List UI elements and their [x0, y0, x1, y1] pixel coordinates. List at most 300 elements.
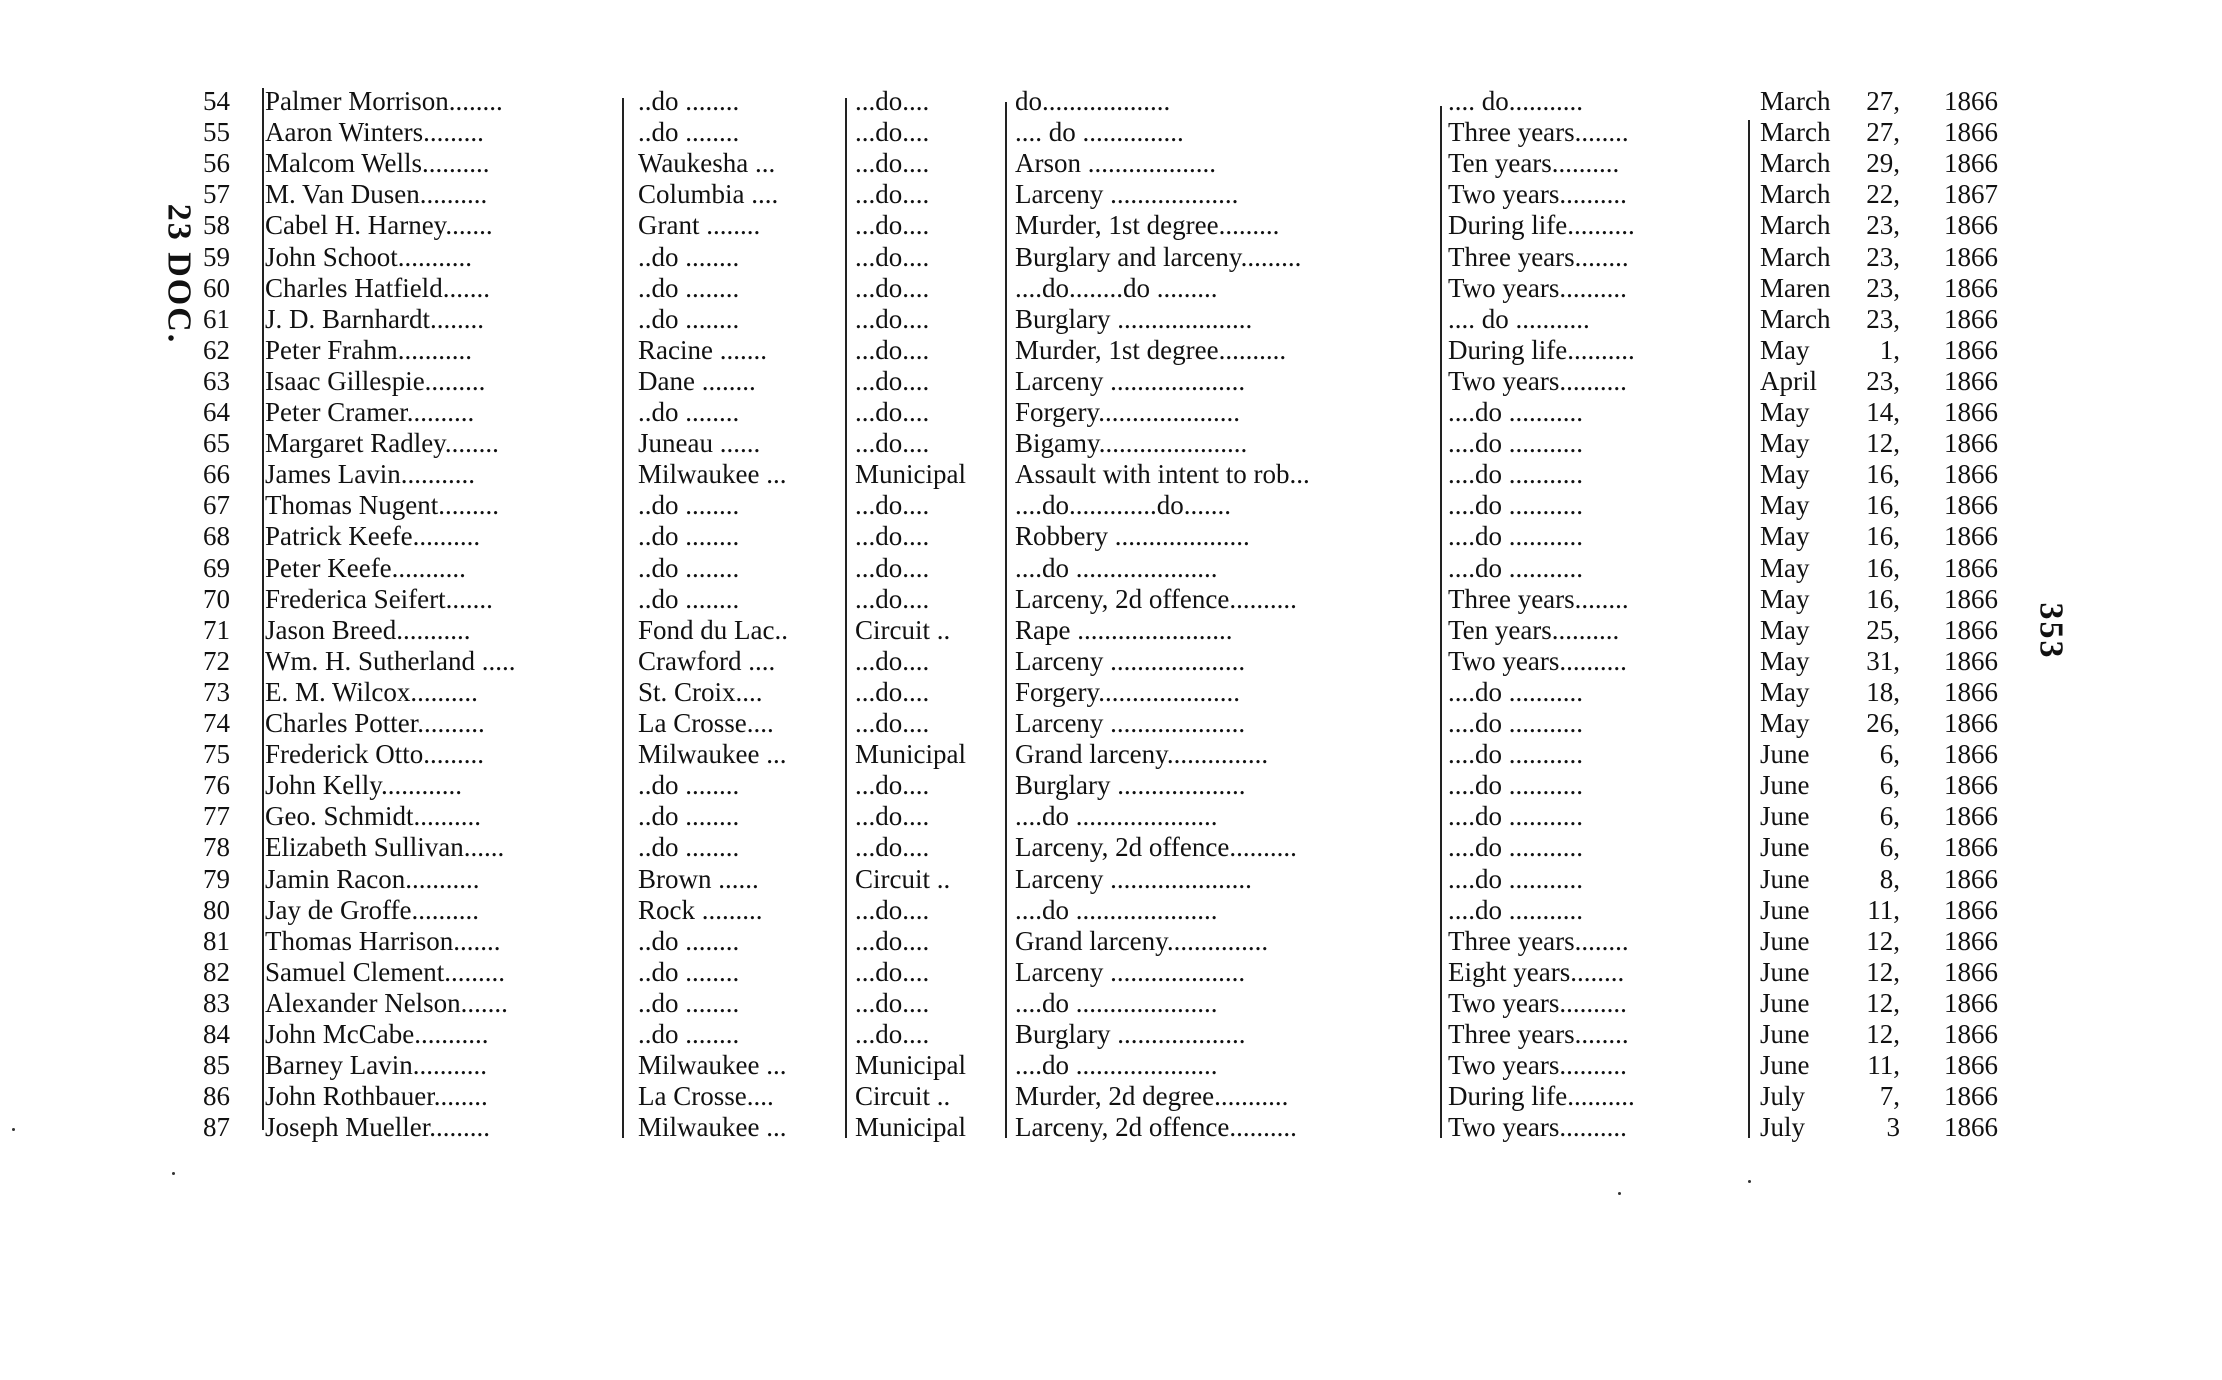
table-row: [0, 615, 2222, 645]
table-row: [0, 646, 2222, 676]
row-number: 60: [203, 272, 230, 303]
sentence: Two years..........: [1448, 645, 1627, 676]
sentence: During life..........: [1448, 1081, 1635, 1112]
prisoner-name: John Schoot...........: [265, 241, 473, 272]
court: ...do....: [855, 179, 930, 210]
prisoner-name: E. M. Wilcox..........: [265, 676, 478, 707]
table-row: [0, 117, 2222, 147]
offence: Larceny ....................: [1015, 365, 1246, 396]
sentence: .... do ...........: [1448, 303, 1590, 334]
column-rule: [845, 98, 847, 1138]
row-number: 82: [203, 956, 230, 987]
county: ..do ........: [638, 583, 740, 614]
date-year: 1866: [1944, 490, 1998, 521]
date-year: 1866: [1944, 1112, 1998, 1143]
court: ...do....: [855, 334, 930, 365]
sentence: Three years........: [1448, 583, 1629, 614]
row-number: 76: [203, 770, 230, 801]
table-row: [0, 86, 2222, 116]
offence: Forgery.....................: [1015, 397, 1240, 427]
date-year: 1866: [1944, 894, 1998, 925]
date-month: June: [1760, 832, 1810, 863]
date-month: June: [1760, 987, 1810, 1018]
date-month: May: [1760, 521, 1810, 552]
offence: Arson ...................: [1015, 148, 1216, 179]
offence: Larceny .....................: [1015, 863, 1252, 894]
county: St. Croix....: [638, 676, 763, 707]
date-year: 1867: [1944, 179, 1998, 210]
prisoner-name: M. Van Dusen..........: [265, 179, 488, 210]
column-rule: [262, 88, 264, 1130]
table-row: [0, 801, 2222, 831]
date-month: June: [1760, 863, 1810, 894]
offence: ....do .....................: [1015, 552, 1218, 583]
county: ..do ........: [638, 241, 740, 272]
date-day: 12,: [1866, 428, 1900, 459]
row-number: 80: [203, 894, 230, 925]
county: Racine .......: [638, 334, 767, 365]
prisoner-name: J. D. Barnhardt........: [265, 303, 484, 334]
county: Milwaukee ...: [638, 739, 787, 770]
offence: Rape .......................: [1015, 614, 1233, 645]
county: ..do ........: [638, 521, 740, 552]
table-row: [0, 366, 2222, 396]
prisoner-name: Patrick Keefe..........: [265, 521, 481, 552]
prisoner-name: Alexander Nelson.......: [265, 987, 508, 1018]
offence: Murder, 1st degree.........: [1015, 210, 1280, 241]
offence: Forgery.....................: [1015, 676, 1240, 707]
date-month: June: [1760, 894, 1810, 925]
date-month: June: [1760, 1019, 1810, 1049]
date-month: June: [1760, 925, 1810, 956]
prisoner-name: Samuel Clement.........: [265, 956, 505, 987]
row-number: 55: [203, 117, 230, 148]
row-number: 66: [203, 459, 230, 490]
date-month: May: [1760, 428, 1810, 459]
row-number: 85: [203, 1050, 230, 1081]
date-day: 16,: [1866, 459, 1900, 490]
date-month: June: [1760, 801, 1810, 832]
date-year: 1866: [1944, 117, 1998, 148]
date-year: 1866: [1944, 272, 1998, 303]
table-row: [0, 428, 2222, 458]
table-row: [0, 242, 2222, 272]
date-day: 23,: [1866, 272, 1900, 303]
county: ..do ........: [638, 987, 740, 1018]
date-month: May: [1760, 676, 1810, 707]
date-year: 1866: [1944, 552, 1998, 583]
date-day: 6,: [1879, 739, 1900, 770]
date-day: 22,: [1866, 179, 1900, 210]
row-number: 81: [203, 925, 230, 956]
offence: Larceny ....................: [1015, 956, 1246, 987]
row-number: 62: [203, 334, 230, 365]
county: ..do ........: [638, 490, 740, 521]
court: Municipal: [855, 1050, 966, 1081]
county: ..do ........: [638, 801, 740, 832]
date-day: 29,: [1866, 148, 1900, 179]
table-row: [0, 926, 2222, 956]
column-rule: [622, 98, 624, 1138]
date-day: 6,: [1879, 801, 1900, 832]
prisoner-name: Isaac Gillespie.........: [265, 365, 486, 396]
court: ...do....: [855, 241, 930, 272]
prisoner-name: Jamin Racon...........: [265, 863, 480, 894]
table-row: [0, 832, 2222, 862]
court: ...do....: [855, 1019, 930, 1049]
offence: ....do .....................: [1015, 987, 1218, 1018]
prisoner-name: Peter Frahm...........: [265, 334, 472, 365]
offence: do...................: [1015, 86, 1171, 116]
date-year: 1866: [1944, 1050, 1998, 1081]
court: ...do....: [855, 428, 930, 459]
date-month: May: [1760, 645, 1810, 676]
date-month: April: [1760, 365, 1817, 396]
date-day: 12,: [1866, 1019, 1900, 1049]
table-row: [0, 584, 2222, 614]
date-day: 14,: [1866, 397, 1900, 427]
table-row: [0, 988, 2222, 1018]
sentence: Two years..........: [1448, 987, 1627, 1018]
row-number: 69: [203, 552, 230, 583]
sentence: Three years........: [1448, 925, 1629, 956]
date-day: 23,: [1866, 303, 1900, 334]
date-day: 3: [1886, 1112, 1900, 1143]
date-month: May: [1760, 459, 1810, 490]
date-day: 26,: [1866, 708, 1900, 738]
prisoner-name: Peter Keefe...........: [265, 552, 466, 583]
court: ...do....: [855, 303, 930, 334]
sentence: ....do ...........: [1448, 397, 1583, 427]
date-month: July: [1760, 1112, 1806, 1143]
court: ...do....: [855, 645, 930, 676]
row-number: 56: [203, 148, 230, 179]
sentence: ....do ...........: [1448, 521, 1583, 552]
county: Milwaukee ...: [638, 1050, 787, 1081]
county: Waukesha ...: [638, 148, 776, 179]
court: ...do....: [855, 210, 930, 241]
prisoner-name: Joseph Mueller.........: [265, 1112, 490, 1143]
offence: Robbery ....................: [1015, 521, 1250, 552]
row-number: 65: [203, 428, 230, 459]
sentence: During life..........: [1448, 334, 1635, 365]
prisoner-name: Thomas Harrison.......: [265, 925, 501, 956]
date-day: 12,: [1866, 925, 1900, 956]
offence: Larceny, 2d offence..........: [1015, 583, 1297, 614]
offence: Larceny, 2d offence..........: [1015, 1112, 1297, 1143]
county: Columbia ....: [638, 179, 779, 210]
prisoner-name: Charles Potter..........: [265, 708, 485, 738]
date-month: March: [1760, 179, 1831, 210]
offence: Assault with intent to rob...: [1015, 459, 1310, 490]
offence: ....do.............do.......: [1015, 490, 1231, 521]
date-month: May: [1760, 583, 1810, 614]
sentence: ....do ...........: [1448, 708, 1583, 738]
row-number: 75: [203, 739, 230, 770]
offence: ....do .....................: [1015, 894, 1218, 925]
date-year: 1866: [1944, 583, 1998, 614]
page-speck: [172, 1172, 175, 1175]
court: ...do....: [855, 552, 930, 583]
court: ...do....: [855, 987, 930, 1018]
row-number: 77: [203, 801, 230, 832]
prisoner-name: Margaret Radley........: [265, 428, 499, 459]
row-number: 59: [203, 241, 230, 272]
court: ...do....: [855, 365, 930, 396]
sentence: During life..........: [1448, 210, 1635, 241]
date-day: 23,: [1866, 365, 1900, 396]
date-year: 1866: [1944, 459, 1998, 490]
date-year: 1866: [1944, 428, 1998, 459]
table-row: [0, 273, 2222, 303]
row-number: 71: [203, 614, 230, 645]
county: Fond du Lac..: [638, 614, 788, 645]
date-day: 12,: [1866, 987, 1900, 1018]
court: Circuit ..: [855, 863, 951, 894]
county: ..do ........: [638, 770, 740, 801]
row-number: 58: [203, 210, 230, 241]
offence: Larceny ....................: [1015, 645, 1246, 676]
date-month: May: [1760, 552, 1810, 583]
county: Grant ........: [638, 210, 761, 241]
prisoner-name: John Kelly............: [265, 770, 462, 801]
date-year: 1866: [1944, 801, 1998, 832]
offence: Murder, 1st degree..........: [1015, 334, 1287, 365]
prisoner-name: Palmer Morrison........: [265, 86, 503, 116]
court: Circuit ..: [855, 1081, 951, 1112]
county: ..do ........: [638, 956, 740, 987]
date-day: 27,: [1866, 86, 1900, 116]
date-month: June: [1760, 1050, 1810, 1081]
date-month: March: [1760, 117, 1831, 148]
date-day: 25,: [1866, 614, 1900, 645]
page-speck: [12, 1128, 15, 1131]
sentence: ....do ...........: [1448, 770, 1583, 801]
prisoner-name: Elizabeth Sullivan......: [265, 832, 505, 863]
court: ...do....: [855, 956, 930, 987]
table-row: [0, 553, 2222, 583]
date-month: July: [1760, 1081, 1806, 1112]
date-day: 6,: [1879, 832, 1900, 863]
offence: Burglary ...................: [1015, 1019, 1246, 1049]
court: ...do....: [855, 894, 930, 925]
row-number: 68: [203, 521, 230, 552]
sentence: Ten years..........: [1448, 148, 1620, 179]
sentence: ....do ...........: [1448, 863, 1583, 894]
sentence: Eight years........: [1448, 956, 1625, 987]
court: ...do....: [855, 925, 930, 956]
date-year: 1866: [1944, 210, 1998, 241]
court: ...do....: [855, 676, 930, 707]
sentence: ....do ...........: [1448, 552, 1583, 583]
table-row: [0, 895, 2222, 925]
date-month: May: [1760, 708, 1810, 738]
table-row: [0, 148, 2222, 178]
county: ..do ........: [638, 925, 740, 956]
date-year: 1866: [1944, 832, 1998, 863]
date-year: 1866: [1944, 1019, 1998, 1049]
date-day: 11,: [1867, 1050, 1900, 1081]
date-day: 11,: [1867, 894, 1900, 925]
date-year: 1866: [1944, 956, 1998, 987]
county: ..do ........: [638, 1019, 740, 1049]
sentence: ....do ...........: [1448, 832, 1583, 863]
table-row: [0, 210, 2222, 240]
date-month: Maren: [1760, 272, 1831, 303]
offence: .... do ...............: [1015, 117, 1184, 148]
sentence: ....do ...........: [1448, 676, 1583, 707]
offence: Burglary ....................: [1015, 303, 1253, 334]
row-number: 61: [203, 303, 230, 334]
sentence: Two years..........: [1448, 179, 1627, 210]
date-month: June: [1760, 770, 1810, 801]
row-number: 74: [203, 708, 230, 738]
page-header-left: 23 DOC.: [160, 203, 198, 345]
row-number: 72: [203, 645, 230, 676]
court: ...do....: [855, 708, 930, 738]
prisoner-name: John McCabe...........: [265, 1019, 489, 1049]
date-month: March: [1760, 241, 1831, 272]
prisoner-name: Charles Hatfield.......: [265, 272, 490, 303]
offence: Murder, 2d degree...........: [1015, 1081, 1289, 1112]
sentence: Three years........: [1448, 117, 1629, 148]
date-month: May: [1760, 490, 1810, 521]
date-month: May: [1760, 397, 1810, 427]
table-row: [0, 1019, 2222, 1049]
court: ...do....: [855, 148, 930, 179]
court: ...do....: [855, 397, 930, 427]
date-year: 1866: [1944, 708, 1998, 738]
court: Circuit ..: [855, 614, 951, 645]
date-day: 16,: [1866, 490, 1900, 521]
table-row: [0, 708, 2222, 738]
county: ..do ........: [638, 552, 740, 583]
page-speck: [1748, 1180, 1751, 1183]
sentence: .... do...........: [1448, 86, 1583, 116]
prisoner-name: James Lavin...........: [265, 459, 475, 490]
sentence: Two years..........: [1448, 365, 1627, 396]
county: La Crosse....: [638, 708, 774, 738]
prisoner-name: Geo. Schmidt..........: [265, 801, 481, 832]
court: ...do....: [855, 272, 930, 303]
date-month: March: [1760, 86, 1831, 116]
prisoner-name: Cabel H. Harney.......: [265, 210, 493, 241]
date-year: 1866: [1944, 987, 1998, 1018]
court: Municipal: [855, 1112, 966, 1143]
sentence: ....do ...........: [1448, 428, 1583, 459]
date-month: March: [1760, 210, 1831, 241]
row-number: 73: [203, 676, 230, 707]
county: Crawford ....: [638, 645, 776, 676]
offence: Larceny ....................: [1015, 708, 1246, 738]
offence: Grand larceny...............: [1015, 925, 1269, 956]
date-month: May: [1760, 334, 1810, 365]
date-year: 1866: [1944, 739, 1998, 770]
date-year: 1866: [1944, 303, 1998, 334]
date-year: 1866: [1944, 521, 1998, 552]
sentence: Two years..........: [1448, 272, 1627, 303]
prisoner-name: Malcom Wells..........: [265, 148, 490, 179]
date-day: 18,: [1866, 676, 1900, 707]
table-row: [0, 1081, 2222, 1111]
prisoner-name: Aaron Winters.........: [265, 117, 484, 148]
date-year: 1866: [1944, 770, 1998, 801]
row-number: 54: [203, 86, 230, 116]
court: ...do....: [855, 521, 930, 552]
column-rule: [1440, 106, 1442, 1138]
date-year: 1866: [1944, 86, 1998, 116]
table-row: [0, 490, 2222, 520]
prisoner-name: Barney Lavin...........: [265, 1050, 487, 1081]
date-day: 16,: [1866, 521, 1900, 552]
date-day: 27,: [1866, 117, 1900, 148]
date-day: 6,: [1879, 770, 1900, 801]
date-year: 1866: [1944, 925, 1998, 956]
table-row: [0, 864, 2222, 894]
page-number: 353: [2032, 602, 2070, 660]
date-day: 23,: [1866, 241, 1900, 272]
prisoner-name: Frederick Otto.........: [265, 739, 484, 770]
table-row: [0, 521, 2222, 551]
court: ...do....: [855, 490, 930, 521]
row-number: 70: [203, 583, 230, 614]
county: ..do ........: [638, 303, 740, 334]
date-year: 1866: [1944, 241, 1998, 272]
table-row: [0, 459, 2222, 489]
date-year: 1866: [1944, 863, 1998, 894]
date-month: March: [1760, 148, 1831, 179]
table-row: [0, 677, 2222, 707]
court: Municipal: [855, 459, 966, 490]
sentence: Three years........: [1448, 241, 1629, 272]
county: Rock .........: [638, 894, 763, 925]
table-row: [0, 304, 2222, 334]
table-row: [0, 179, 2222, 209]
date-month: June: [1760, 739, 1810, 770]
court: ...do....: [855, 770, 930, 801]
table-row: [0, 770, 2222, 800]
row-number: 79: [203, 863, 230, 894]
county: Milwaukee ...: [638, 459, 787, 490]
date-day: 31,: [1866, 645, 1900, 676]
prisoner-name: Peter Cramer..........: [265, 397, 475, 427]
county: Brown ......: [638, 863, 759, 894]
offence: ....do .....................: [1015, 1050, 1218, 1081]
county: ..do ........: [638, 397, 740, 427]
county: Milwaukee ...: [638, 1112, 787, 1143]
date-day: 8,: [1879, 863, 1900, 894]
county: Dane ........: [638, 365, 756, 396]
county: ..do ........: [638, 272, 740, 303]
court: Municipal: [855, 739, 966, 770]
date-year: 1866: [1944, 614, 1998, 645]
date-day: 16,: [1866, 552, 1900, 583]
date-month: March: [1760, 303, 1831, 334]
table-row: [0, 739, 2222, 769]
county: Juneau ......: [638, 428, 761, 459]
date-year: 1866: [1944, 397, 1998, 427]
county: La Crosse....: [638, 1081, 774, 1112]
row-number: 84: [203, 1019, 230, 1049]
offence: Larceny, 2d offence..........: [1015, 832, 1297, 863]
prisoner-name: Thomas Nugent.........: [265, 490, 499, 521]
sentence: Three years........: [1448, 1019, 1629, 1049]
row-number: 67: [203, 490, 230, 521]
prisoner-name: Jason Breed...........: [265, 614, 471, 645]
row-number: 83: [203, 987, 230, 1018]
date-month: May: [1760, 614, 1810, 645]
date-day: 1,: [1879, 334, 1900, 365]
